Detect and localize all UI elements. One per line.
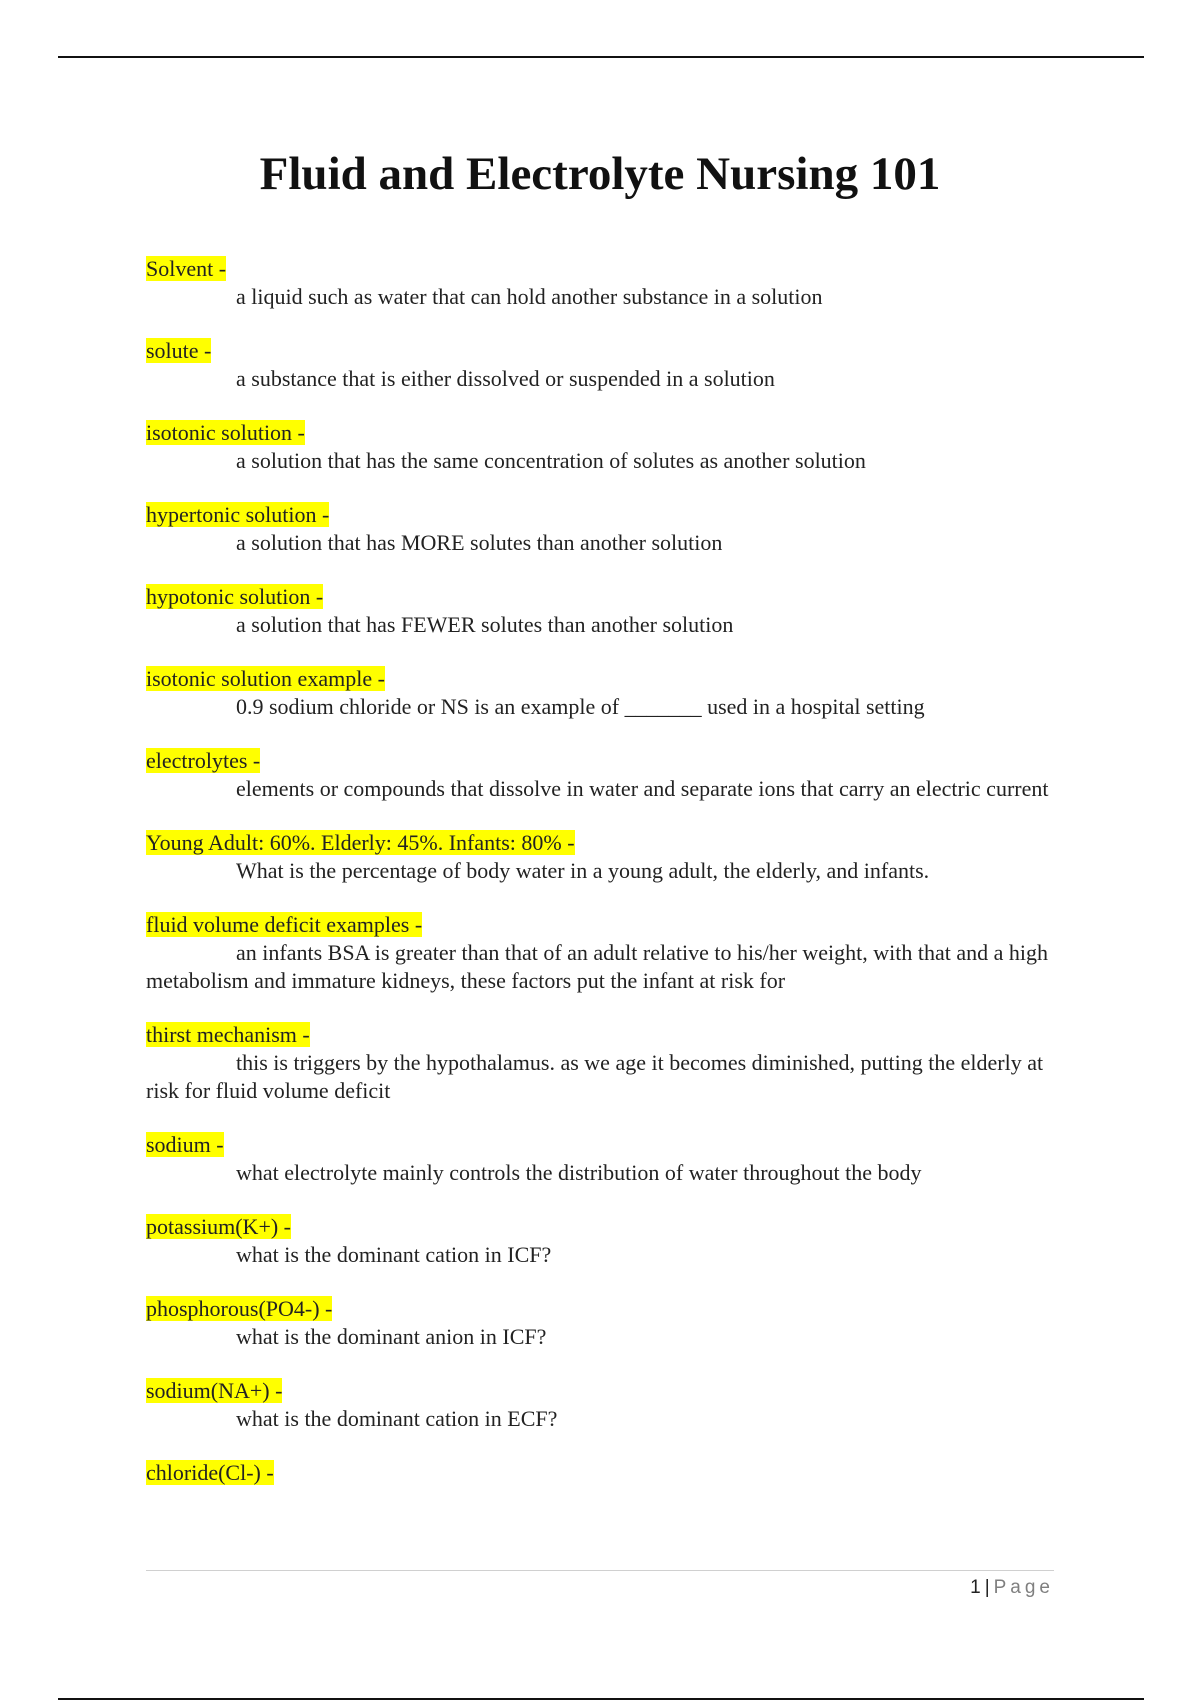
entry-definition: elements or compounds that dissolve in water and separate ions that carry an electric current [236, 776, 1049, 801]
entry-definition: a liquid such as water that can hold another substance in a solution [236, 284, 823, 309]
page-number: 1 [970, 1577, 981, 1598]
entry-definition: 0.9 sodium chloride or NS is an example of _______ used in a hospital setting [236, 694, 925, 719]
entry-term: chloride(Cl-) - [146, 1460, 274, 1485]
entry-definition: what is the dominant cation in ICF? [236, 1242, 552, 1267]
glossary-entry [146, 1021, 1054, 1105]
entry-term: hypotonic solution - [146, 584, 324, 609]
glossary-entry [146, 419, 1054, 475]
entry-term: electrolytes - [146, 748, 261, 773]
entry-definition: a solution that has MORE solutes than another solution [236, 530, 723, 555]
glossary-entry [146, 1213, 1054, 1269]
entry-term: isotonic solution example - [146, 666, 385, 691]
glossary-entry [146, 1377, 1054, 1433]
entry-definition: what is the dominant anion in ICF? [236, 1324, 547, 1349]
entry-definition: a solution that has FEWER solutes than another solution [236, 612, 734, 637]
entry-term: Young Adult: 60%. Elderly: 45%. Infants: 80% - [146, 830, 575, 855]
entry-term: sodium - [146, 1132, 224, 1157]
glossary-content [146, 255, 1054, 1513]
document-title: Fluid and Electrolyte Nursing 101 [259, 148, 941, 200]
entry-term: thirst mechanism - [146, 1022, 310, 1047]
entry-definition: what electrolyte mainly controls the distribution of water throughout the body [236, 1160, 922, 1185]
entry-term: fluid volume deficit examples - [146, 912, 423, 937]
glossary-entry [146, 829, 1054, 885]
top-rule [58, 56, 1144, 58]
entry-term: Solvent - [146, 256, 227, 281]
entry-term: isotonic solution - [146, 420, 305, 445]
page-separator: | [984, 1577, 990, 1598]
entry-term: sodium(NA+) - [146, 1378, 283, 1403]
entry-definition: what is the dominant cation in ECF? [236, 1406, 558, 1431]
entry-definition: this is triggers by the hypothalamus. as we age it becomes diminished, putting the elderly at risk for fluid volume deficit [146, 1050, 1044, 1103]
footer-rule [146, 1570, 1054, 1571]
entry-term: phosphorous(PO4-) - [146, 1296, 333, 1321]
glossary-entry [146, 747, 1054, 803]
glossary-entry [146, 1131, 1054, 1187]
entry-term: solute - [146, 338, 212, 363]
glossary-entry [146, 1459, 1054, 1487]
entry-definition: What is the percentage of body water in a young adult, the elderly, and infants. [236, 858, 930, 883]
entry-definition: an infants BSA is greater than that of an adult relative to his/her weight, with that and a high metabolism and immature kidneys, these factors put the infant at risk for [146, 940, 1048, 993]
entry-definition: a solution that has the same concentration of solutes as another solution [236, 448, 866, 473]
glossary-entry [146, 337, 1054, 393]
entry-term: hypertonic solution - [146, 502, 330, 527]
entry-term: potassium(K+) - [146, 1214, 291, 1239]
glossary-entry [146, 255, 1054, 311]
glossary-entry [146, 911, 1054, 995]
glossary-entry [146, 501, 1054, 557]
glossary-entry [146, 583, 1054, 639]
page-footer [146, 1576, 1054, 1600]
glossary-entry [146, 1295, 1054, 1351]
page-label: Page [993, 1577, 1054, 1598]
entry-definition: a substance that is either dissolved or suspended in a solution [236, 366, 775, 391]
glossary-entry [146, 665, 1054, 721]
